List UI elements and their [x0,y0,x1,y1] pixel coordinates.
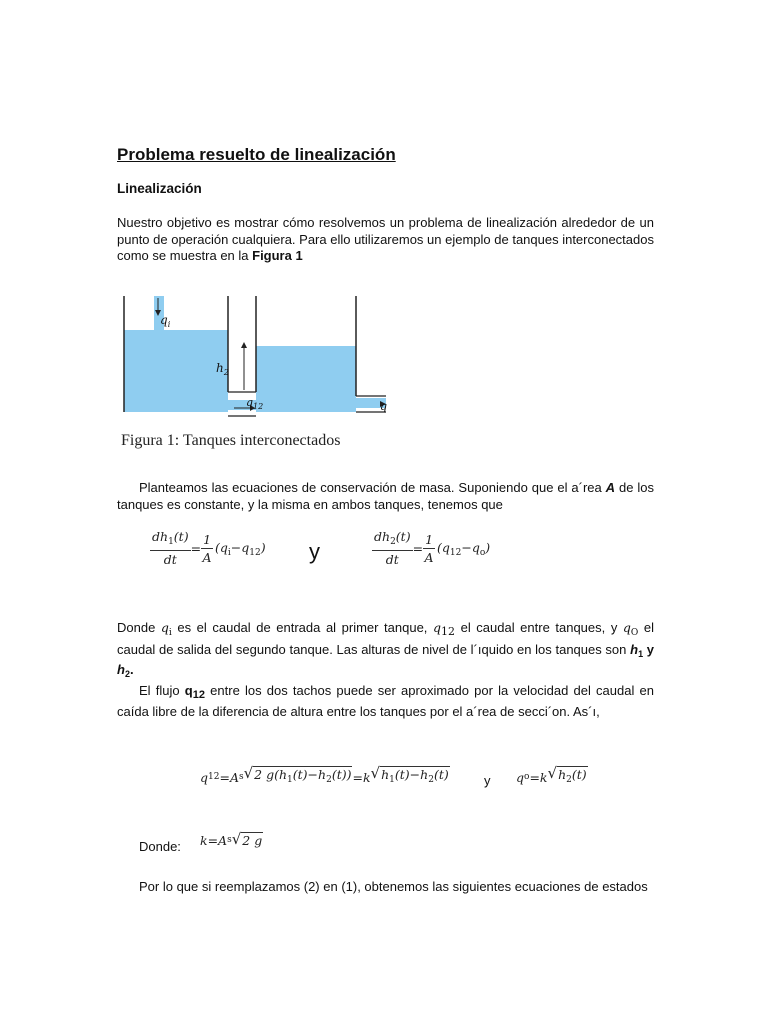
figure-reference: Figura 1 [252,248,303,263]
equation-dh2: $\frac{dh_2(t)}{dt}$ = $\frac{1}{A}$ $(q_{12}-q_o)$ [374,529,491,567]
final-paragraph: Por lo que si reemplazamos (2) en (1), obtenemos las siguientes ecuaciones de estados [139,879,648,894]
section-heading: Linealización [117,181,202,196]
label-q12: $q_{12}$ [246,396,264,411]
intro-paragraph [117,215,654,265]
donde-label: Donde: [139,839,181,854]
area-symbol: A [605,480,616,495]
flujo-paragraph: El flujo $q_{12}$ entre los dos tachos puede ser aproximado por la velocidad del caudal en caída libre de la diferencia de altura entre los tanques por el a´rea de secci´on. As´ı, [117,683,654,719]
equation-q12: q 12 =A s √ 2 $g(h_1(t)-h_2(t))$ =k √ $h_1(t)-h_2(t)$ [200,766,450,788]
intro-text: Nuestro objetivo es mostrar cómo resolvemos un problema de linealización alrededor de un punto de operación cualquiera. Para ello utilizaremos un ejemplo de tanques interconectados como se muestra en la [117,215,654,263]
label-qi: $q_i$ [160,313,171,329]
equation-k: k=A s √ 2 g [200,830,263,848]
equation-qo: q o =k √ $h_2(t)$ [516,766,588,788]
figure-caption: Figura 1: Tanques interconectados [121,432,341,449]
conjunction-y: y [309,539,320,564]
conjunction-y-2: y [484,773,491,788]
page-title: Problema resuelto de linealización [117,145,396,164]
label-h2: $h_2$ [216,361,229,377]
equation-dh1: $\frac{dh_1(t)}{dt}$ = $\frac{1}{A}$ $(q_i-q_{12})$ [152,529,266,567]
tank2-water [256,346,356,412]
donde-paragraph: Donde $q_i$ es el caudal de entrada al primer tanque, q12 el caudal entre tanques, y $q_O$ el caudal de salida del segundo tanque. Las alturas de nivel de l´ıquido en los tanques son $h_1$ y $h_2$. [117,620,655,679]
tank1-water [124,330,228,412]
conservation-paragraph: Planteamos las ecuaciones de conservación de masa. Suponiendo que el a´rea A de los tanques es constante, y la misma en ambos tanques, tenemos que [117,480,654,512]
label-qo: q [380,400,388,413]
tanks-figure [118,292,393,422]
